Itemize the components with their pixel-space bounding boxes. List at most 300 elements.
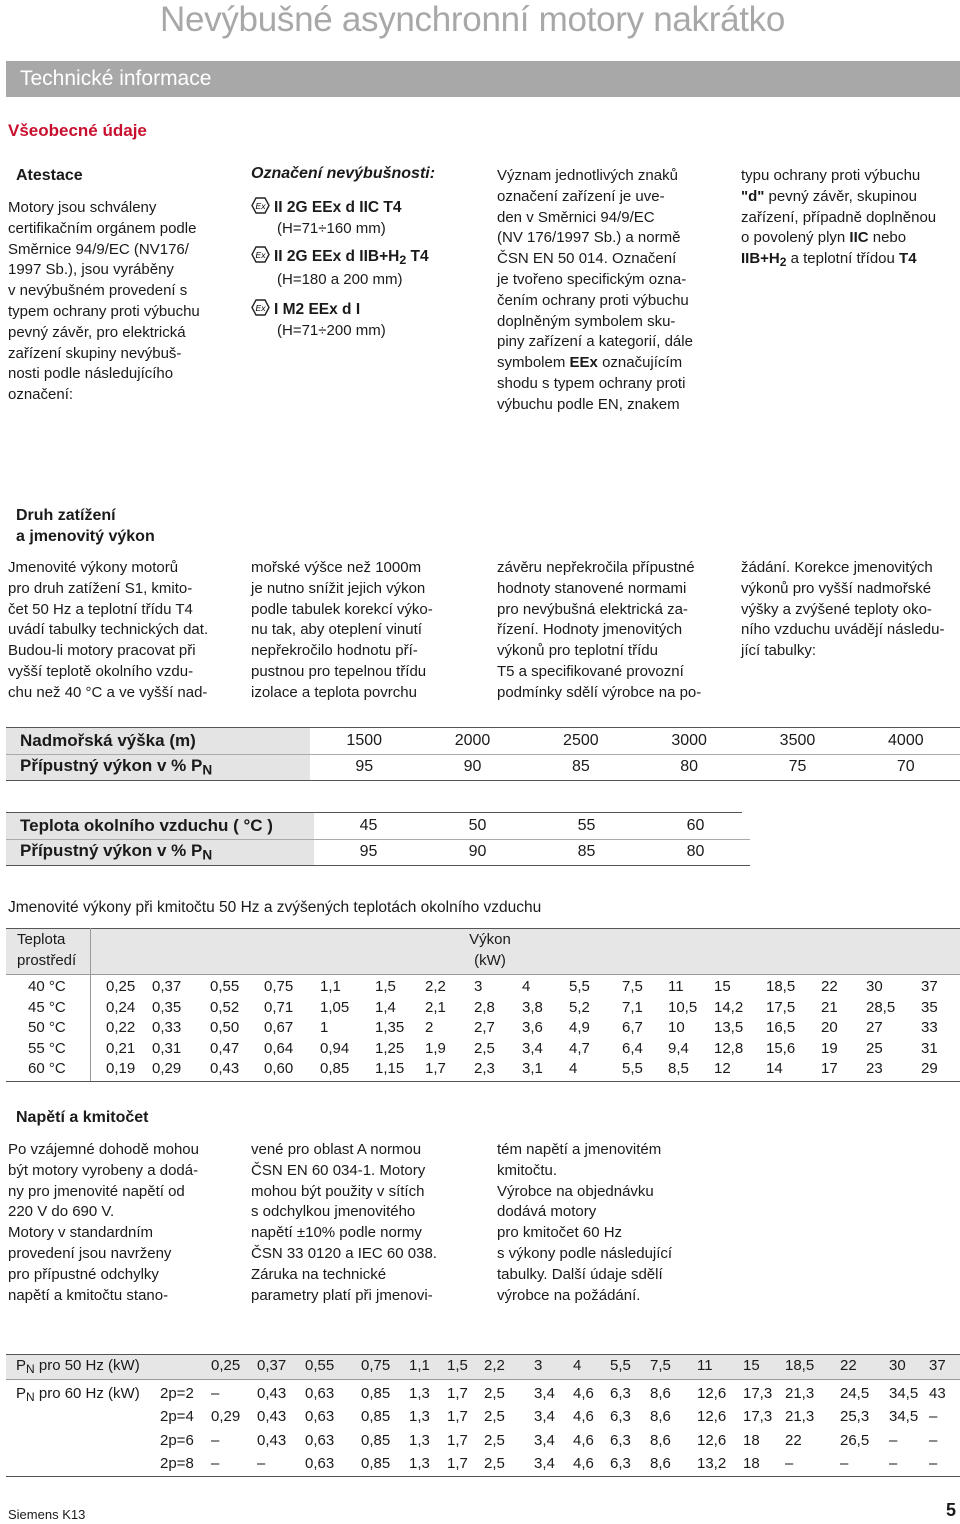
table-cell: 90 (468, 843, 487, 860)
text-line: hodnoty stanovené normami (497, 579, 687, 597)
table-cell: 0,71 (264, 998, 294, 1016)
mark-code: I M2 EEx d I (274, 301, 361, 319)
text-fragment: IIC (849, 229, 869, 247)
table-cell: 1,35 (375, 1019, 405, 1037)
napeti-heading: Napětí a kmitočet (16, 1109, 149, 1126)
table-cell: 0,43 (257, 1408, 287, 1426)
table-cell: 18,5 (766, 978, 796, 995)
table-cell: 25,3 (840, 1408, 870, 1426)
table-cell: 4,7 (569, 1039, 590, 1057)
table-cell: 4000 (888, 731, 924, 749)
table-cell: 13,2 (697, 1455, 727, 1473)
table-cell: 3,4 (522, 1039, 543, 1057)
table-cell: 0,63 (305, 1408, 335, 1426)
table-cell: 28,5 (866, 998, 896, 1016)
temperature-cell: 60 °C (28, 1060, 66, 1078)
mark-2 (251, 246, 481, 292)
header-line: prostředí (17, 951, 77, 969)
table-cell: 1,9 (425, 1039, 446, 1057)
temperature-cell: 45 °C (28, 998, 66, 1016)
table-cell: 1,3 (409, 1431, 430, 1449)
table-cell: 12,6 (697, 1408, 727, 1426)
table-cell: 4 (573, 1357, 582, 1374)
table-cell: 12,6 (697, 1385, 727, 1402)
table-cell: 4,6 (573, 1385, 594, 1402)
text-fragment: 2 (779, 255, 787, 270)
napeti-col-1 (8, 1140, 230, 1306)
table-cell: 6,3 (610, 1431, 631, 1449)
table-cell: 1,3 (409, 1408, 430, 1426)
text-line: Význam jednotlivých znaků (497, 167, 678, 184)
text-line: podle tabulek korekcí výko- (251, 600, 433, 618)
table-cell: 6,4 (622, 1039, 643, 1057)
table-cell: 95 (355, 758, 374, 775)
table-cell: 7,5 (622, 978, 643, 995)
table-cell: 0,60 (264, 1060, 294, 1078)
rated-vykon-head (440, 930, 540, 971)
table-cell: 0,19 (106, 1060, 136, 1078)
text-line: Výrobce na objednávku (497, 1182, 654, 1200)
table-cell: 1,4 (375, 998, 396, 1016)
vyznam-text (497, 166, 722, 416)
table-cell: 3,4 (534, 1385, 555, 1402)
table-cell: 2,5 (484, 1431, 505, 1449)
table-cell: 4,9 (569, 1019, 590, 1037)
label-text: P (16, 1357, 27, 1374)
table-cell: 0,63 (305, 1455, 335, 1473)
table-rule (6, 928, 960, 929)
table-cell: 85 (571, 758, 590, 775)
table-cell: 4,6 (573, 1431, 594, 1449)
table-cell: 80 (686, 843, 705, 860)
text-line: pro nevýbušná elektrická za- (497, 600, 688, 618)
text-line: napětí ±10% podle normy (251, 1224, 422, 1242)
text-line: tabulky. Další údaje sdělí (497, 1265, 663, 1283)
text-line: dodává motory (497, 1203, 597, 1221)
table-cell: 43 (929, 1385, 946, 1402)
table-cell: 11 (697, 1357, 713, 1374)
table-cell: 1,3 (409, 1455, 430, 1473)
table-cell: 45 (359, 816, 378, 834)
text-line: Jmenovité výkony motorů (8, 559, 179, 576)
table-cell: 0,22 (106, 1019, 136, 1037)
table-cell: 10 (668, 1019, 685, 1037)
table-cell: – (211, 1431, 220, 1449)
table-cell: 0,75 (361, 1357, 391, 1374)
table-cell: 0,85 (361, 1385, 391, 1402)
table-cell: 2500 (563, 731, 599, 749)
table-cell: 33 (921, 1019, 938, 1037)
text-line: označení zařízení je uve- (497, 187, 665, 205)
table-cell: 0,85 (361, 1408, 391, 1426)
table-cell: 0,75 (264, 978, 294, 995)
table-cell: 2,3 (474, 1060, 495, 1078)
table-cell: – (840, 1455, 849, 1473)
table-cell: 75 (788, 758, 807, 775)
mark-code: II 2G EEx d IIC T4 (274, 199, 402, 216)
table-cell: 50 (468, 816, 487, 834)
page-title: Nevýbušné asynchronní motory nakrátko (160, 0, 786, 39)
table-cell: 0,52 (210, 998, 240, 1016)
table-cell: 0,29 (152, 1060, 182, 1078)
table-cell: 2,1 (425, 998, 446, 1016)
table-cell: 18 (743, 1455, 760, 1473)
banner-label: Technické informace (20, 67, 212, 90)
table-cell: – (211, 1385, 220, 1402)
table-rule (6, 974, 960, 975)
temperature-cell: 40 °C (28, 978, 66, 995)
table-cell: 10,5 (668, 998, 698, 1016)
table-cell: 0,43 (210, 1060, 240, 1078)
text-line: piny zařízení a kategorií, dále (497, 333, 693, 351)
table-cell: 1,7 (425, 1060, 446, 1078)
text-line: mohou být použity v sítích (251, 1182, 425, 1200)
altitude-label: Nadmořská výška (m) (6, 728, 310, 754)
ex-hexagon-icon (251, 299, 270, 316)
text-fragment: nebo (868, 229, 907, 247)
temperature-label: Teplota okolního vzduchu ( °C ) (6, 813, 314, 839)
text-fragment: o povolený plyn (741, 229, 850, 247)
table-cell: 0,37 (257, 1357, 287, 1374)
table-cell: 5,5 (569, 978, 590, 995)
table-rule (6, 1379, 960, 1380)
table-cell: 31 (921, 1039, 938, 1057)
table-cell: 21,3 (785, 1385, 815, 1402)
table-cell: 4 (522, 978, 531, 995)
rated-caption: Jmenovité výkony při kmitočtu 50 Hz a zvýšených teplotách okolního vzduchu (8, 899, 542, 916)
text-line: Motory v standardním (8, 1224, 154, 1242)
table-cell: 0,47 (210, 1039, 240, 1057)
text-line (497, 353, 722, 374)
table-cell: 2,5 (484, 1408, 505, 1426)
table-cell: 9,4 (668, 1039, 689, 1057)
table-cell: 0,43 (257, 1385, 287, 1402)
table-cell: 3000 (671, 731, 707, 749)
table-cell: 0,67 (264, 1019, 294, 1037)
table-cell: 0,24 (106, 998, 136, 1016)
header-line: Výkon (469, 931, 511, 948)
table-cell: – (929, 1408, 938, 1426)
table-cell: 17,3 (743, 1385, 773, 1402)
table-cell: – (889, 1455, 898, 1473)
table-cell: 8,6 (650, 1431, 671, 1449)
text-line: Budou-li motory pracovat při (8, 642, 196, 660)
svg-text:Ex: Ex (255, 201, 266, 211)
table-cell: 3,4 (534, 1455, 555, 1473)
table-cell: 1,7 (447, 1385, 468, 1402)
pole-cell: 2p=8 (160, 1455, 194, 1473)
text-line: čet 50 Hz a teplotní třídu T4 (8, 600, 193, 618)
table-cell: 8,6 (650, 1385, 671, 1402)
table-cell: 0,21 (106, 1039, 136, 1057)
table-cell: 3,6 (522, 1019, 543, 1037)
mark-code-sub: 2 (399, 252, 407, 267)
table-cell: 22 (821, 978, 838, 995)
pole-cell: 2p=4 (160, 1408, 194, 1426)
table-cell: 29 (921, 1060, 938, 1078)
table-cell: 80 (680, 758, 699, 775)
text-line: s odchylkou jmenovitého (251, 1203, 416, 1221)
label-sub: N (26, 1390, 35, 1404)
table-cell: 16,5 (766, 1019, 796, 1037)
table-cell: 0,50 (210, 1019, 240, 1037)
table-cell: 85 (577, 843, 596, 860)
row-label-50hz (16, 1356, 140, 1380)
table-cell: 0,25 (106, 978, 136, 995)
label-text: Přípustný výkon v % P (20, 841, 203, 861)
table-cell: 8,6 (650, 1455, 671, 1473)
page-number: 5 (946, 1500, 957, 1520)
table-cell: 8,5 (668, 1060, 689, 1078)
druh-col-2 (251, 558, 473, 704)
table-cell: 0,94 (320, 1039, 350, 1057)
text-line: nepřekročilo hodnotu pří- (251, 642, 418, 660)
table-cell: 1,7 (447, 1408, 468, 1426)
table-cell: 1500 (346, 731, 383, 749)
table-cell: 17 (821, 1060, 838, 1078)
text-line: napětí a kmitočtu stano- (8, 1286, 169, 1304)
text-line: výrobce na požádání. (497, 1286, 641, 1304)
text-line: doplněným symbolem sku- (497, 312, 676, 330)
table-cell: 3 (474, 978, 483, 995)
label-sub: N (26, 1362, 35, 1376)
table-cell: 1,1 (409, 1357, 430, 1374)
table-cell: 2,5 (484, 1455, 505, 1473)
text-line: výkonů pro teplotní třídu (497, 642, 658, 660)
text-line: Motory jsou schváleny (8, 199, 157, 216)
header-line: Teplota (17, 931, 66, 948)
table-cell: 0,33 (152, 1019, 182, 1037)
oznaceni-marks (251, 197, 481, 342)
text-line: podmínky sdělí výrobce na po- (497, 683, 702, 701)
text-line: 220 V do 690 V. (8, 1203, 115, 1221)
table-cell: 14,2 (714, 998, 744, 1016)
label-text: P (16, 1385, 27, 1402)
text-line: pustnou pro tepelnou třídu (251, 662, 427, 680)
table-cell: 0,64 (264, 1039, 294, 1057)
label-text: pro 60 Hz (kW) (34, 1385, 140, 1402)
table-cell: 23 (866, 1060, 883, 1078)
table-cell: 2,2 (484, 1357, 505, 1374)
druh-col-1 (8, 558, 230, 704)
text-line: ČSN EN 50 014. Označení (497, 250, 677, 268)
label-text: pro 50 Hz (kW) (34, 1357, 140, 1374)
ex-hexagon-icon (251, 246, 270, 263)
text-line: ního vzduchu uvádějí následu- (741, 621, 945, 639)
table-cell: 2 (425, 1019, 434, 1037)
table-rule (6, 1354, 960, 1355)
table-cell: 2,8 (474, 998, 495, 1016)
table-cell: 30 (889, 1357, 906, 1374)
druh-col-3 (497, 558, 721, 704)
text-line: provedení jsou navrženy (8, 1244, 172, 1262)
table-cell: 3 (534, 1357, 543, 1374)
table-cell: – (929, 1431, 938, 1449)
table-cell: 13,5 (714, 1019, 744, 1037)
text-line: je tvořeno specifickým ozna- (497, 270, 687, 288)
pole-cell: 2p=6 (160, 1431, 194, 1449)
table-cell: 1,1 (320, 978, 341, 995)
mark-1 (251, 197, 481, 240)
table-cell: 3500 (779, 731, 816, 749)
table-cell: 7,5 (650, 1357, 671, 1374)
table-cell: 1,7 (447, 1455, 468, 1473)
text-line: chu než 40 °C a ve vyšší nad- (8, 683, 208, 701)
section-heading: Všeobecné údaje (8, 121, 147, 140)
table-cell: 15 (743, 1357, 760, 1374)
label-text: Přípustný výkon v % P (20, 756, 203, 776)
napeti-col-2 (251, 1140, 476, 1306)
text-line: čením ochrany proti výbuchu (497, 291, 689, 309)
text-fragment: označujícím (602, 354, 683, 372)
table-cell: 0,85 (361, 1455, 391, 1473)
table-cell: – (889, 1431, 898, 1449)
text-fragment: pevný závěr, skupinou (764, 187, 917, 205)
text-line: typem ochrany proti výbuchu (8, 302, 200, 320)
table-cell: 34,5 (889, 1385, 919, 1402)
text-line (741, 228, 960, 249)
text-line: vené pro oblast A normou (251, 1141, 422, 1158)
text-line (741, 249, 960, 273)
table-cell: 60 (686, 816, 705, 834)
text-line (741, 187, 960, 208)
table-rule (6, 1081, 960, 1082)
table-cell: 35 (921, 998, 938, 1016)
text-line: v nevýbušném provedení s (8, 282, 188, 300)
text-line: být motory vyrobeny a dodá- (8, 1161, 199, 1179)
temperature-cell: 50 °C (28, 1019, 66, 1037)
mark-code-tail: T4 (406, 247, 429, 265)
table-cell: 95 (359, 843, 378, 860)
table-cell: 0,55 (305, 1357, 335, 1374)
table-cell: 2,2 (425, 978, 446, 995)
text-line: tém napětí a jmenovitém (497, 1141, 662, 1158)
table-cell: 24,5 (840, 1385, 870, 1402)
text-line: Záruka na technické (251, 1265, 387, 1283)
table-cell: 8,6 (650, 1408, 671, 1426)
text-line: Směrnice 94/9/EC (NV176/ (8, 240, 189, 258)
text-fragment: a teplotní třídou (786, 250, 900, 268)
mark-range: (H=180 a 200 mm) (277, 271, 403, 289)
table-cell: 3,4 (534, 1408, 555, 1426)
rated-col-head (17, 930, 76, 971)
text-line: ny pro jmenovité napětí od (8, 1182, 185, 1200)
table-cell: 11 (668, 978, 684, 995)
table-cell: – (211, 1455, 220, 1473)
table-cell: 3,1 (522, 1060, 543, 1078)
text-line: ČSN EN 60 034-1. Motory (251, 1161, 426, 1179)
text-line: řízení. Hodnoty jmenovitých (497, 621, 683, 639)
mark-code: II 2G EEx d IIB+H (274, 247, 400, 265)
text-line: 1997 Sb.), jsou vyráběny (8, 261, 174, 279)
table-cell: 26,5 (840, 1431, 870, 1449)
druh-col-4 (741, 558, 960, 662)
text-line: certifikačním orgánem podle (8, 219, 197, 237)
table-cell: 6,3 (610, 1385, 631, 1402)
text-fragment: "d" (741, 187, 765, 205)
text-line: uvádí tabulky technických dat. (8, 621, 209, 639)
table-cell: 70 (896, 758, 915, 775)
text-line: jící tabulky: (741, 642, 817, 660)
table-cell: 55 (577, 816, 596, 834)
table-cell: – (257, 1455, 266, 1473)
table-cell: 17,3 (743, 1408, 773, 1426)
table-cell: 1,7 (447, 1431, 468, 1449)
text-line: den v Směrnici 94/9/EC (497, 208, 655, 226)
temperature-table (6, 813, 750, 866)
table-cell: 30 (866, 978, 883, 995)
table-cell: 34,5 (889, 1408, 919, 1426)
table-cell: 5,5 (622, 1060, 643, 1078)
atestace-heading: Atestace (16, 167, 83, 184)
text-line: pro kmitočet 60 Hz (497, 1224, 623, 1242)
text-line: vyšší teplotě okolního vzdu- (8, 662, 194, 680)
text-line: typu ochrany proti výbuchu (741, 167, 921, 184)
table-cell: 2,5 (474, 1039, 495, 1057)
text-line: výbuchu podle EN, znakem (497, 395, 680, 413)
text-line: shodu s typem ochrany proti (497, 374, 686, 392)
table-cell: 5,2 (569, 998, 590, 1016)
text-line: pro druh zatížení S1, kmito- (8, 579, 193, 597)
table-cell: 14 (766, 1060, 783, 1078)
table-cell: 3,4 (534, 1431, 555, 1449)
text-line: výkonů pro vyšší nadmořské (741, 579, 932, 597)
text-line: izolace a teplota povrchu (251, 683, 417, 701)
atestace-text (8, 198, 226, 406)
table-cell: 15 (714, 978, 731, 995)
table-cell: 0,85 (361, 1431, 391, 1449)
table-cell: 15,6 (766, 1039, 796, 1057)
text-fragment: symbolem (497, 354, 570, 372)
text-line: označení: (8, 386, 74, 404)
text-line: nu tak, aby oteplení vinutí (251, 621, 422, 639)
table-cell: 1 (320, 1019, 329, 1037)
table-cell: – (785, 1455, 794, 1473)
eex-symbol: EEx (569, 354, 598, 372)
table-cell: 1,15 (375, 1060, 405, 1078)
table-cell: 2,5 (484, 1385, 505, 1402)
table-rule (6, 1476, 960, 1477)
table-cell: 0,43 (257, 1431, 287, 1449)
table-cell: 0,85 (320, 1060, 350, 1078)
text-line: je nutno snížit jejich výkon (251, 579, 426, 597)
table-cell: 6,3 (610, 1408, 631, 1426)
table-divider (90, 928, 91, 1082)
footer-brand: Siemens K13 (8, 1507, 86, 1522)
table-cell: 0,31 (152, 1039, 182, 1057)
oznaceni-heading: Označení nevýbušnosti: (251, 165, 436, 182)
table-cell: 7,1 (622, 998, 643, 1016)
table-cell: 12,8 (714, 1039, 744, 1057)
text-line: pro přípustné odchylky (8, 1265, 159, 1283)
table-row (6, 728, 960, 754)
header-line: (kW) (474, 951, 506, 969)
mark-3 (251, 299, 481, 342)
mark-range: (H=71÷160 mm) (277, 219, 386, 237)
table-cell: 17,5 (766, 998, 796, 1016)
altitude-table (6, 728, 960, 781)
row-label-60hz (16, 1384, 140, 1408)
text-fragment: IIB+H (741, 250, 780, 268)
heading-line: Druh zatížení (16, 507, 116, 524)
table-cell: – (929, 1455, 938, 1473)
text-line: pevný závěr, pro elektrická (8, 323, 186, 341)
text-line: Po vzájemné dohodě mohou (8, 1141, 199, 1158)
table-cell: 19 (821, 1039, 838, 1057)
table-row (6, 813, 750, 839)
druh-heading (16, 505, 155, 547)
text-line: zařízení, případně doplněnou (741, 208, 937, 226)
